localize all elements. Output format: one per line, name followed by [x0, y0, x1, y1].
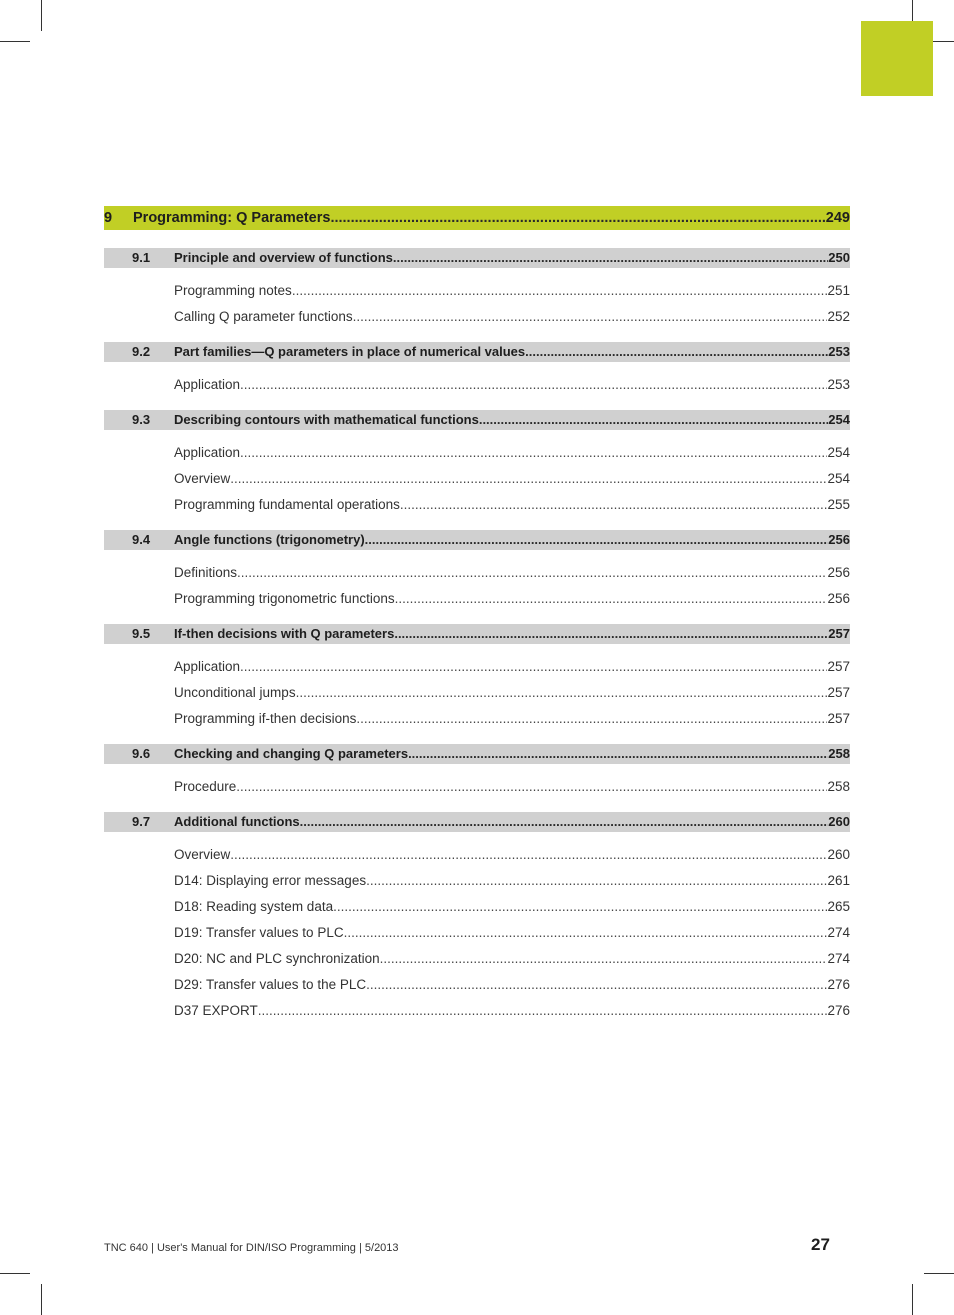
toc-entry[interactable] [104, 706, 850, 732]
section-title: Describing contours with mathematical functions [174, 412, 479, 427]
entry-page: 261 [827, 873, 850, 888]
entry-title: Overview [174, 471, 231, 486]
section-number: 9.4 [132, 532, 151, 547]
entry-page: 274 [827, 925, 850, 940]
chapter-page: 249 [825, 210, 850, 226]
entry-title: Application [174, 445, 241, 460]
toc-entry[interactable] [104, 842, 850, 868]
section-page: 260 [828, 814, 850, 829]
leader-dots [356, 706, 827, 732]
entry-title: Application [174, 377, 241, 392]
section-title: If-then decisions with Q parameters [174, 626, 395, 641]
crop-mark-bottom-left-h [0, 1273, 30, 1274]
leader-dots [366, 972, 827, 998]
entry-title: D19: Transfer values to PLC [174, 925, 344, 940]
section-heading[interactable] [104, 530, 850, 550]
entry-title: Programming fundamental operations [174, 497, 400, 512]
section-title: Part families—Q parameters in place of numerical values [174, 344, 526, 359]
leader-dots [353, 304, 828, 330]
toc-entry[interactable] [104, 278, 850, 304]
section-title: Checking and changing Q parameters [174, 746, 409, 761]
entry-title: Programming trigonometric functions [174, 591, 395, 606]
section-title: Angle functions (trigonometry) [174, 532, 365, 547]
section-page: 257 [828, 626, 850, 641]
entry-page: 254 [827, 445, 850, 460]
leader-dots [333, 894, 827, 920]
section-page: 256 [828, 532, 850, 547]
section-number: 9.1 [132, 250, 151, 265]
leader-dots [296, 680, 828, 706]
entry-page: 251 [827, 283, 850, 298]
toc-entry[interactable] [104, 440, 850, 466]
crop-mark-top-left-h [0, 41, 30, 42]
entry-page: 260 [827, 847, 850, 862]
section-heading[interactable] [104, 342, 850, 362]
leader-dots [240, 372, 827, 398]
entry-title: D20: NC and PLC synchronization [174, 951, 380, 966]
section-title: Principle and overview of functions [174, 250, 393, 265]
entry-list [104, 560, 850, 612]
leader-dots [258, 998, 828, 1024]
leader-dots [525, 342, 828, 362]
entry-page: 257 [827, 685, 850, 700]
leader-dots [366, 868, 827, 894]
toc-entry[interactable] [104, 492, 850, 518]
entry-page: 257 [827, 711, 850, 726]
toc-entry[interactable] [104, 586, 850, 612]
leader-dots [393, 248, 828, 268]
section-heading[interactable] [104, 812, 850, 832]
section-title: Additional functions [174, 814, 300, 829]
chapter-heading[interactable] [104, 206, 850, 230]
entry-page: 265 [827, 899, 850, 914]
table-of-contents [104, 206, 850, 1024]
entry-page: 256 [827, 591, 850, 606]
leader-dots [240, 440, 827, 466]
toc-entry[interactable] [104, 466, 850, 492]
entry-title: D14: Displaying error messages [174, 873, 367, 888]
leader-dots [300, 812, 829, 832]
entry-page: 254 [827, 471, 850, 486]
entry-page: 276 [827, 977, 850, 992]
section-page: 254 [828, 412, 850, 427]
section-number: 9.6 [132, 746, 151, 761]
leader-dots [380, 946, 828, 972]
toc-entry[interactable] [104, 946, 850, 972]
leader-dots [230, 466, 827, 492]
toc-entry[interactable] [104, 304, 850, 330]
page-number: 27 [811, 1235, 830, 1254]
section-number: 9.3 [132, 412, 151, 427]
chapter-number: 9 [104, 210, 113, 226]
entry-list [104, 842, 850, 1024]
section-heading[interactable] [104, 248, 850, 268]
entry-list [104, 278, 850, 330]
section-page: 250 [828, 250, 850, 265]
section-list [104, 248, 850, 1024]
entry-title: Definitions [174, 565, 238, 580]
entry-title: D29: Transfer values to the PLC [174, 977, 367, 992]
toc-entry[interactable] [104, 372, 850, 398]
entry-page: 257 [827, 659, 850, 674]
section-number: 9.5 [132, 626, 151, 641]
entry-title: Programming notes [174, 283, 292, 298]
leader-dots [292, 278, 828, 304]
entry-title: Programming if-then decisions [174, 711, 357, 726]
entry-page: 256 [827, 565, 850, 580]
footer-text: TNC 640 | User's Manual for DIN/ISO Programming | 5/2013 [104, 1242, 399, 1254]
toc-entry[interactable] [104, 654, 850, 680]
chapter-title: Programming: Q Parameters [133, 210, 331, 226]
section-number: 9.2 [132, 344, 151, 359]
entry-list [104, 440, 850, 518]
entry-title: Procedure [174, 779, 237, 794]
entry-title: Calling Q parameter functions [174, 309, 353, 324]
leader-dots [400, 492, 828, 518]
crop-mark-bottom-right-v [912, 1284, 913, 1315]
leader-dots [236, 774, 827, 800]
entry-page: 255 [827, 497, 850, 512]
leader-dots [237, 560, 827, 586]
toc-entry[interactable] [104, 998, 850, 1024]
leader-dots [408, 744, 828, 764]
section-heading[interactable] [104, 624, 850, 644]
toc-entry[interactable] [104, 774, 850, 800]
section-heading[interactable] [104, 744, 850, 764]
chapter-tab-marker [861, 21, 933, 96]
entry-list [104, 654, 850, 732]
leader-dots [365, 530, 829, 550]
leader-dots [240, 654, 827, 680]
leader-dots [330, 206, 825, 230]
crop-mark-bottom-left-v [41, 1284, 42, 1315]
leader-dots [344, 920, 828, 946]
entry-title: D37 EXPORT [174, 1003, 258, 1018]
toc-entry[interactable] [104, 972, 850, 998]
entry-list [104, 372, 850, 398]
entry-page: 258 [827, 779, 850, 794]
toc-entry[interactable] [104, 920, 850, 946]
leader-dots [479, 410, 828, 430]
section-page: 253 [828, 344, 850, 359]
toc-entry[interactable] [104, 560, 850, 586]
entry-page: 276 [827, 1003, 850, 1018]
entry-page: 252 [827, 309, 850, 324]
leader-dots [395, 586, 828, 612]
entry-title: Overview [174, 847, 231, 862]
toc-entry[interactable] [104, 680, 850, 706]
entry-list [104, 774, 850, 800]
section-heading[interactable] [104, 410, 850, 430]
toc-entry[interactable] [104, 894, 850, 920]
section-page: 258 [828, 746, 850, 761]
entry-page: 274 [827, 951, 850, 966]
entry-title: D18: Reading system data [174, 899, 334, 914]
crop-mark-bottom-right-h [924, 1273, 954, 1274]
crop-mark-top-left-v [41, 0, 42, 31]
entry-title: Unconditional jumps [174, 685, 296, 700]
entry-title: Application [174, 659, 241, 674]
crop-mark-top-right-v [912, 0, 913, 21]
leader-dots [230, 842, 827, 868]
toc-entry[interactable] [104, 868, 850, 894]
section-number: 9.7 [132, 814, 151, 829]
entry-page: 253 [827, 377, 850, 392]
leader-dots [394, 624, 828, 644]
